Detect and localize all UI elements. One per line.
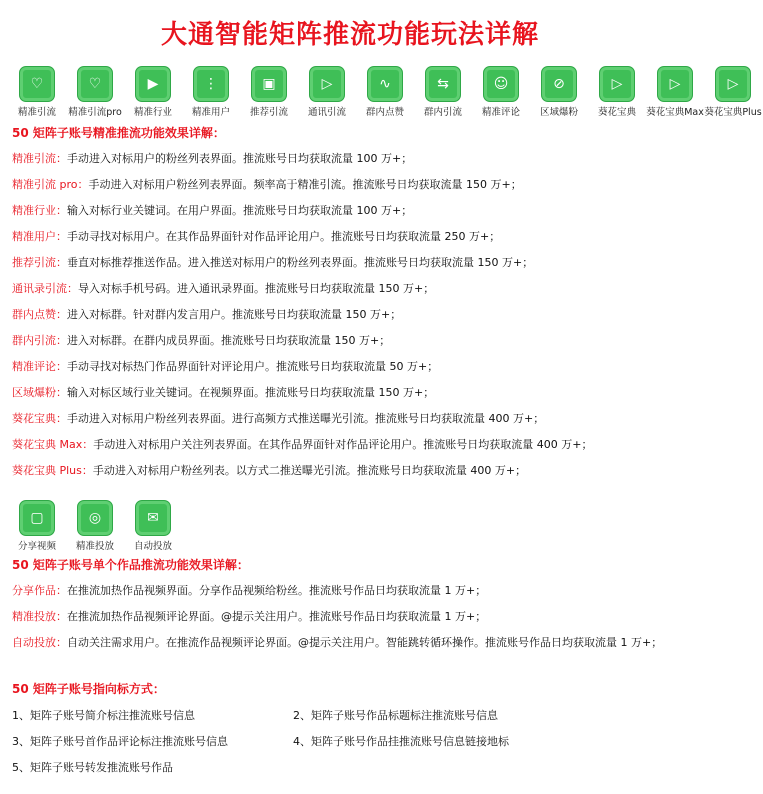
feature-desc: 手动进入对标用户粉丝列表界面。进行高频方式推送曝光引流。推流账号日均获取流量 400 万+； <box>67 412 545 425</box>
heart-icon: ♡ <box>77 66 113 102</box>
feature-name: 葵花宝典 Plus： <box>12 464 93 477</box>
feature-label: 推荐引流 <box>249 107 288 118</box>
share-video-icon: ▢ <box>19 500 55 536</box>
pointer-method-item: 3、矩阵子账号首作品评论标注推流账号信息 <box>12 735 228 748</box>
section-heading-single-work: 50 矩阵子账号单个作品推流功能效果详解： <box>12 558 249 572</box>
feature-desc: 进入对标群。针对群内发言用户。推流账号日均获取流量 150 万+； <box>67 308 402 321</box>
feature-name: 精准评论： <box>12 360 67 373</box>
play-circle-icon: ▷ <box>309 66 345 102</box>
feature-desc: 手动进入对标用户关注列表界面。在其作品界面针对作品评论用户。推流账号日均获取流量 400 万+； <box>93 438 593 451</box>
feature-description <box>12 462 526 478</box>
feature-name: 精准投放： <box>12 610 67 623</box>
tv-icon: ▣ <box>251 66 287 102</box>
feature-name: 精准行业： <box>12 204 67 217</box>
feature-jingzhun-toufang[interactable] <box>67 500 123 552</box>
feature-desc: 垂直对标推荐推送作品。进入推送对标用户的粉丝列表界面。推流账号日均获取流量 150 万+； <box>67 256 534 269</box>
feature-name: 精准引流： <box>12 152 67 165</box>
feature-desc: 手动进入对标用户的粉丝列表界面。推流账号日均获取流量 100 万+； <box>67 152 413 165</box>
feature-jingzhun-hangye[interactable] <box>125 66 181 118</box>
feature-label: 葵花宝典Plus <box>704 107 762 118</box>
play-circle-icon: ▷ <box>657 66 693 102</box>
feature-desc: 手动寻找对标热门作品界面针对评论用户。推流账号日均获取流量 50 万+； <box>67 360 439 373</box>
feature-description <box>12 228 500 244</box>
feature-kuihua-baodian-plus[interactable] <box>705 66 761 118</box>
feature-label: 精准投放 <box>75 541 114 552</box>
feature-jingzhun-pinglun[interactable] <box>473 66 529 118</box>
feature-label: 精准行业 <box>133 107 172 118</box>
feature-label: 精准引流pro <box>68 107 122 118</box>
feature-description <box>12 410 544 426</box>
feature-name: 推荐引流： <box>12 256 67 269</box>
feature-description <box>12 254 533 270</box>
feature-tongxun-yinliu[interactable] <box>299 66 355 118</box>
feature-description <box>12 436 592 452</box>
play-circle-icon: ▷ <box>599 66 635 102</box>
feature-icon-row <box>9 66 763 118</box>
feature-kuihua-baodian[interactable] <box>589 66 645 118</box>
feature-description <box>12 202 412 218</box>
feature-desc: 手动进入对标用户粉丝列表。以方式二推送曝光引流。推流账号日均获取流量 400 万+； <box>92 464 527 477</box>
feature-name: 群内点赞： <box>12 308 67 321</box>
feature-name: 区域爆粉： <box>12 386 67 399</box>
feature-label: 群内引流 <box>423 107 462 118</box>
feature-label: 葵花宝典 <box>597 107 636 118</box>
single-work-icon-row <box>9 500 183 552</box>
pointer-method-item: 5、矩阵子账号转发推流账号作品 <box>12 761 173 774</box>
comment-icon: ☺ <box>483 66 519 102</box>
feature-name: 群内引流： <box>12 334 67 347</box>
feature-label: 精准用户 <box>191 107 230 118</box>
feature-description <box>12 306 401 322</box>
feature-jingzhun-yonghu[interactable] <box>183 66 239 118</box>
feature-name: 精准用户： <box>12 230 67 243</box>
feature-description <box>12 176 522 192</box>
play-icon: ▶ <box>135 66 171 102</box>
feature-label: 精准引流 <box>17 107 56 118</box>
feature-description <box>12 332 390 348</box>
feature-kuihua-baodian-max[interactable] <box>647 66 703 118</box>
feature-description <box>12 608 486 624</box>
feature-desc: 手动寻找对标用户。在其作品界面针对作品评论用户。推流账号日均获取流量 250 万+； <box>67 230 501 243</box>
mail-icon: ✉ <box>135 500 171 536</box>
feature-desc: 自动关注需求用户。在推流作品视频评论界面。@提示关注用户。智能跳转循环操作。推流账号作品日均获取流量 1 万+； <box>67 636 663 649</box>
feature-description <box>12 358 438 374</box>
feature-label: 群内点赞 <box>365 107 404 118</box>
feature-name: 葵花宝典： <box>12 412 67 425</box>
page-title: 大通智能矩阵推流功能玩法详解 <box>160 20 539 50</box>
section-heading-precise: 50 矩阵子账号精准推流功能效果详解： <box>12 126 225 140</box>
feature-label: 区域爆粉 <box>539 107 578 118</box>
feature-desc: 输入对标区域行业关键词。在视频界面。推流账号日均获取流量 150 万+； <box>67 386 435 399</box>
feature-label: 分享视频 <box>17 541 56 552</box>
feature-desc: 在推流加热作品视频评论界面。@提示关注用户。推流账号作品日均获取流量 1 万+； <box>67 610 487 623</box>
feature-desc: 手动进入对标用户粉丝列表界面。频率高于精准引流。推流账号日均获取流量 150 万+； <box>88 178 522 191</box>
feature-description <box>12 634 662 650</box>
share-icon: ⇆ <box>425 66 461 102</box>
feature-desc: 在推流加热作品视频界面。分享作品视频给粉丝。推流账号作品日均获取流量 1 万+； <box>67 584 487 597</box>
section-heading-pointer-methods: 50 矩阵子账号指向标方式： <box>12 682 165 696</box>
feature-label: 精准评论 <box>481 107 520 118</box>
feature-qunnei-yinliu[interactable] <box>415 66 471 118</box>
image-slash-icon: ⊘ <box>541 66 577 102</box>
feature-qunnei-dianzan[interactable] <box>357 66 413 118</box>
feature-jingzhun-yinliu-pro[interactable] <box>67 66 123 118</box>
feature-label: 葵花宝典Max <box>646 107 704 118</box>
feature-quyu-baofen[interactable] <box>531 66 587 118</box>
feature-name: 分享作品： <box>12 584 67 597</box>
feature-description <box>12 280 434 296</box>
feature-name: 自动投放： <box>12 636 67 649</box>
pulse-icon: ∿ <box>367 66 403 102</box>
feature-desc: 输入对标行业关键词。在用户界面。推流账号日均获取流量 100 万+； <box>67 204 413 217</box>
feature-zidong-toufang[interactable] <box>125 500 181 552</box>
pointer-method-item: 1、矩阵子账号简介标注推流账号信息 <box>12 709 195 722</box>
feature-desc: 进入对标群。在群内成员界面。推流账号日均获取流量 150 万+； <box>67 334 391 347</box>
pointer-method-item: 2、矩阵子账号作品标题标注推流账号信息 <box>293 709 498 722</box>
target-play-icon: ◎ <box>77 500 113 536</box>
feature-name: 通讯录引流： <box>12 282 78 295</box>
heart-slash-icon: ♡ <box>19 66 55 102</box>
feature-desc: 导入对标手机号码。进入通讯录界面。推流账号日均获取流量 150 万+； <box>78 282 435 295</box>
feature-label: 自动投放 <box>133 541 172 552</box>
feature-description <box>12 384 434 400</box>
pointer-method-item: 4、矩阵子账号作品挂推流账号信息链接地标 <box>293 735 509 748</box>
feature-fenxiang-shipin[interactable] <box>9 500 65 552</box>
feature-tuijian-yinliu[interactable] <box>241 66 297 118</box>
feature-name: 葵花宝典 Max： <box>12 438 94 451</box>
feature-label: 通讯引流 <box>307 107 346 118</box>
feature-description <box>12 582 486 598</box>
feature-description <box>12 150 412 166</box>
feature-jingzhun-yinliu[interactable] <box>9 66 65 118</box>
feature-name: 精准引流 pro： <box>12 178 89 191</box>
play-circle-icon: ▷ <box>715 66 751 102</box>
nodes-icon: ⋮ <box>193 66 229 102</box>
